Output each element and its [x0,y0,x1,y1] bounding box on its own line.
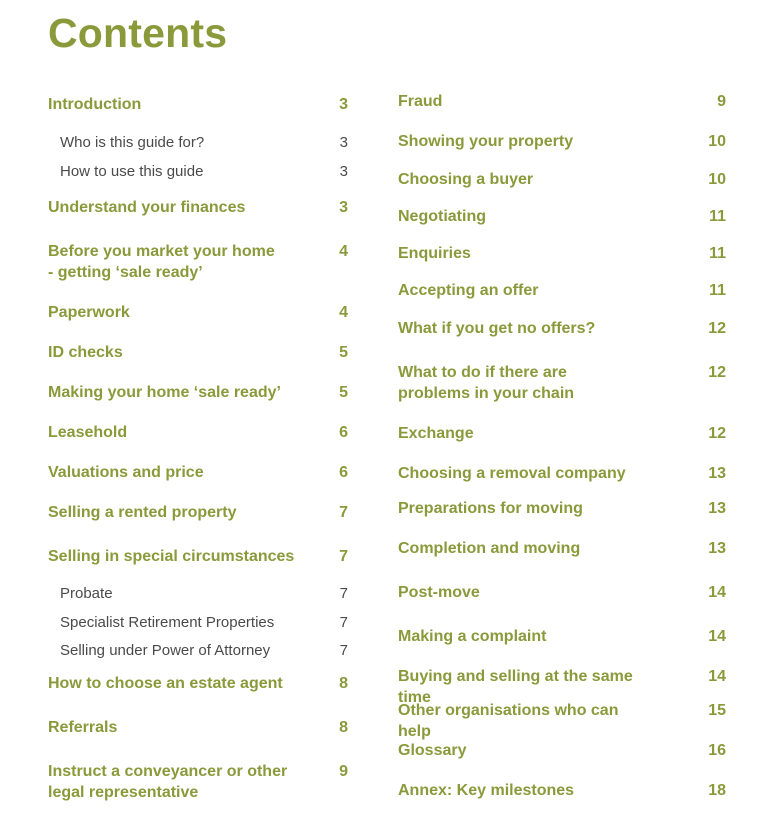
toc-entry-page-number: 3 [339,96,348,113]
toc-entry-label: What if you get no offers? [398,320,596,337]
toc-entry-label: Making a complaint [398,628,547,645]
toc-entry-page-number: 11 [709,245,726,262]
toc-entry-page-number: 9 [339,763,348,780]
toc-entry-label: Glossary [398,742,467,759]
toc-entry-label: Probate [60,585,113,602]
toc-entry-page-number: 12 [708,364,726,381]
toc-entry-label: Choosing a removal company [398,465,626,482]
toc-entry-label: Who is this guide for? [60,134,205,151]
toc-entry-page-number: 11 [709,282,726,299]
toc-entry-page-number: 9 [717,93,726,110]
toc-entry-label: Other organisations who can help [398,702,619,740]
toc-entry-label: Before you market your home - getting ‘sale ready’ [48,243,275,281]
toc-entry-page-number: 11 [709,208,726,225]
toc-entry-label: Paperwork [48,304,130,321]
toc-entry-page-number: 3 [339,163,348,180]
toc-entry-label: Making your home ‘sale ready’ [48,384,281,401]
toc-entry-page-number: 5 [339,344,348,361]
toc-entry-page-number: 8 [339,675,348,692]
toc-entry-label: How to use this guide [60,163,204,180]
toc-entry-label: Buying and selling at the same time [398,668,633,706]
toc-entry-label: Choosing a buyer [398,171,534,188]
toc-entry-label: How to choose an estate agent [48,675,283,692]
toc-entry-label: Preparations for moving [398,500,583,517]
toc-entry-page-number: 16 [708,742,726,759]
toc-entry-page-number: 13 [708,540,726,557]
toc-entry-label: Introduction [48,96,142,113]
toc-entry-label: Annex: Key milestones [398,782,575,799]
toc-entry-page-number: 4 [339,304,348,321]
toc-entry-label: Valuations and price [48,464,204,481]
toc-entry-page-number: 4 [339,243,348,260]
toc-entry-page-number: 7 [339,642,348,659]
toc-entry-label: ID checks [48,344,123,361]
toc-entry-page-number: 7 [339,614,348,631]
toc-entry-page-number: 3 [339,134,348,151]
toc-entry-page-number: 13 [708,500,726,517]
toc-entry-label: Instruct a conveyancer or other legal representative [48,763,288,801]
toc-entry-label: What to do if there are problems in your chain [398,364,575,402]
toc-entry-label: Showing your property [398,133,574,150]
toc-entry-label: Referrals [48,719,118,736]
toc-entry-page-number: 18 [708,782,726,799]
page-title: Contents [48,10,228,56]
toc-entry-page-number: 7 [339,548,348,565]
toc-entry-page-number: 14 [708,628,726,645]
toc-entry-page-number: 5 [339,384,348,401]
toc-entry-label: Completion and moving [398,540,581,557]
toc-entry-label: Fraud [398,93,443,110]
toc-entry-page-number: 12 [708,320,726,337]
toc-entry-page-number: 10 [708,133,726,150]
toc-entry-label: Understand your finances [48,199,246,216]
toc-entry-label: Selling under Power of Attorney [60,642,271,659]
toc-entry-page-number: 6 [339,424,348,441]
toc-entry-label: Accepting an offer [398,282,539,299]
toc-entry-page-number: 14 [708,668,726,685]
toc-entry-page-number: 10 [708,171,726,188]
toc-entry-label: Negotiating [398,208,486,225]
toc-entry-page-number: 12 [708,425,726,442]
toc-entry-page-number: 15 [708,702,726,719]
toc-entry-label: Exchange [398,425,474,442]
toc-entry-label: Selling a rented property [48,504,237,521]
toc-entry-label: Specialist Retirement Properties [60,614,275,631]
toc-entry-page-number: 8 [339,719,348,736]
toc-entry-label: Post-move [398,584,480,601]
toc-entry-page-number: 7 [339,504,348,521]
toc-entry-page-number: 3 [339,199,348,216]
toc-entry-page-number: 7 [339,585,348,602]
toc-entry-page-number: 6 [339,464,348,481]
toc-entry-page-number: 14 [708,584,726,601]
toc-entry-label: Selling in special circumstances [48,548,295,565]
toc-entry-page-number: 13 [708,465,726,482]
toc-entry-label: Enquiries [398,245,471,262]
toc-entry-label: Leasehold [48,424,128,441]
